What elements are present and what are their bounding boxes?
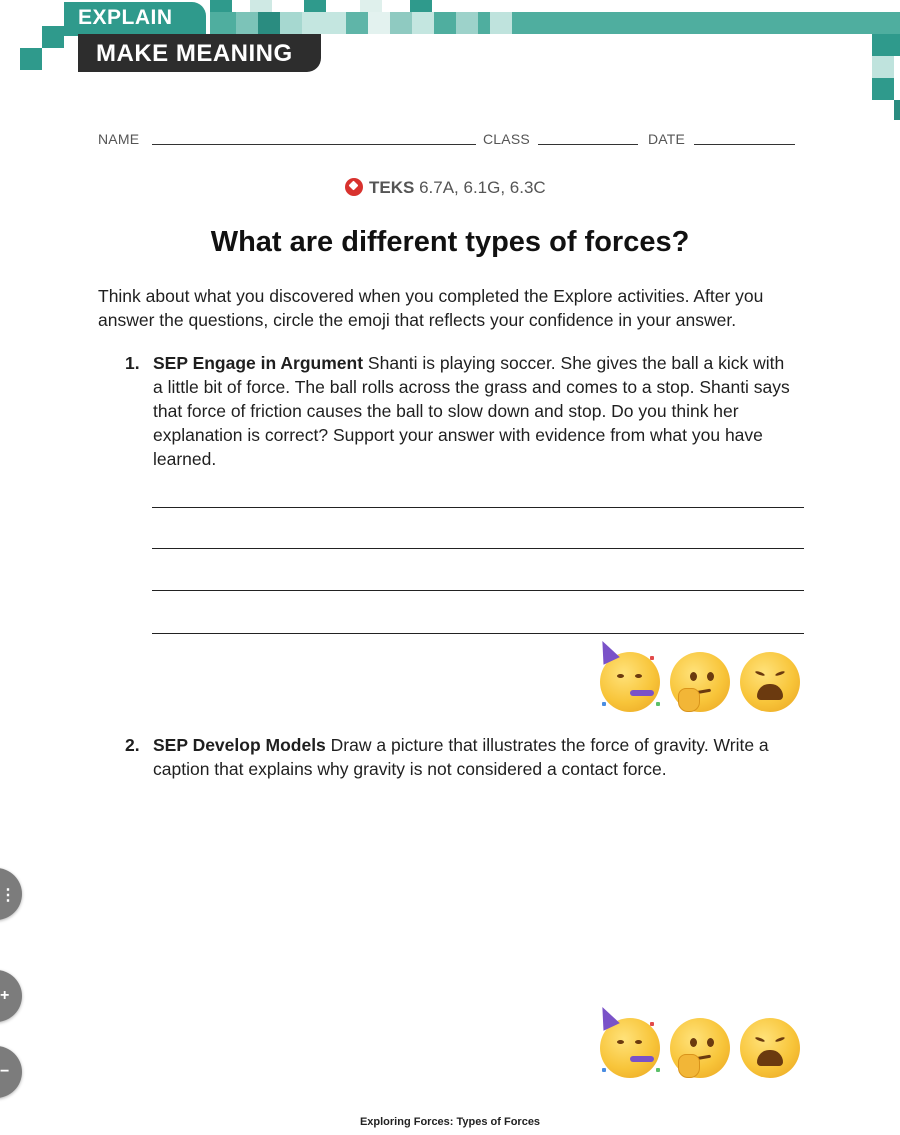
zoom-out-button[interactable] — [0, 1046, 22, 1098]
zoom-in-button[interactable] — [0, 970, 22, 1022]
confidence-emoji-row — [600, 652, 800, 712]
partying-face-icon[interactable] — [600, 1018, 660, 1078]
page-title: What are different types of forces? — [210, 226, 690, 258]
question-practice: SEP Engage in Argument — [153, 353, 364, 373]
section-label: EXPLAIN — [78, 6, 173, 29]
thinking-face-icon[interactable] — [670, 1018, 730, 1078]
date-field[interactable] — [694, 144, 795, 145]
weary-face-icon[interactable] — [740, 652, 800, 712]
question-practice: SEP Develop Models — [153, 735, 326, 755]
answer-line[interactable] — [152, 633, 804, 634]
menu-button[interactable] — [0, 868, 22, 920]
question-number: 1. — [125, 353, 140, 373]
page-footer: Exploring Forces: Types of Forces — [359, 1116, 541, 1128]
add-icon: + — [0, 987, 10, 1004]
drawing-area[interactable] — [152, 800, 804, 1010]
confidence-emoji-row — [600, 1018, 800, 1078]
answer-line[interactable] — [152, 590, 804, 591]
class-field[interactable] — [538, 144, 638, 145]
name-label: NAME — [98, 131, 140, 147]
menu-icon: ⋮ — [0, 887, 16, 904]
question-body: Draw a picture that illustrates the force of gravity. Write a caption that explains why gravity is not considered a contact force. — [153, 735, 769, 779]
question-number: 2. — [125, 735, 140, 755]
teks-label: TEKS — [369, 178, 415, 197]
weary-face-icon[interactable] — [740, 1018, 800, 1078]
partying-face-icon[interactable] — [600, 652, 660, 712]
name-field[interactable] — [152, 144, 476, 145]
thinking-face-icon[interactable] — [670, 652, 730, 712]
texas-icon — [345, 178, 363, 196]
header-banner — [0, 0, 900, 120]
question-text — [153, 351, 793, 471]
answer-line[interactable] — [152, 548, 804, 549]
date-label: DATE — [648, 131, 686, 147]
remove-icon: − — [0, 1063, 10, 1080]
subsection-label: MAKE MEANING — [96, 40, 293, 67]
teks-standards — [345, 178, 546, 198]
class-label: CLASS — [483, 131, 530, 147]
intro-text: Think about what you discovered when you completed the Explore activities. After you answer the questions, circle the emoji that reflects your confidence in your answer. — [98, 286, 764, 330]
question-text — [153, 733, 803, 781]
answer-line[interactable] — [152, 507, 804, 508]
question-body: Shanti is playing soccer. She gives the ball a kick with a little bit of force. The ball rolls across the grass and comes to a stop. Shanti says that force of friction causes the ball to slow down and stop. Do you think her explanation is correct? Support your answer with evidence from what you have learned. — [153, 353, 790, 469]
teks-codes: 6.7A, 6.1G, 6.3C — [419, 178, 546, 197]
